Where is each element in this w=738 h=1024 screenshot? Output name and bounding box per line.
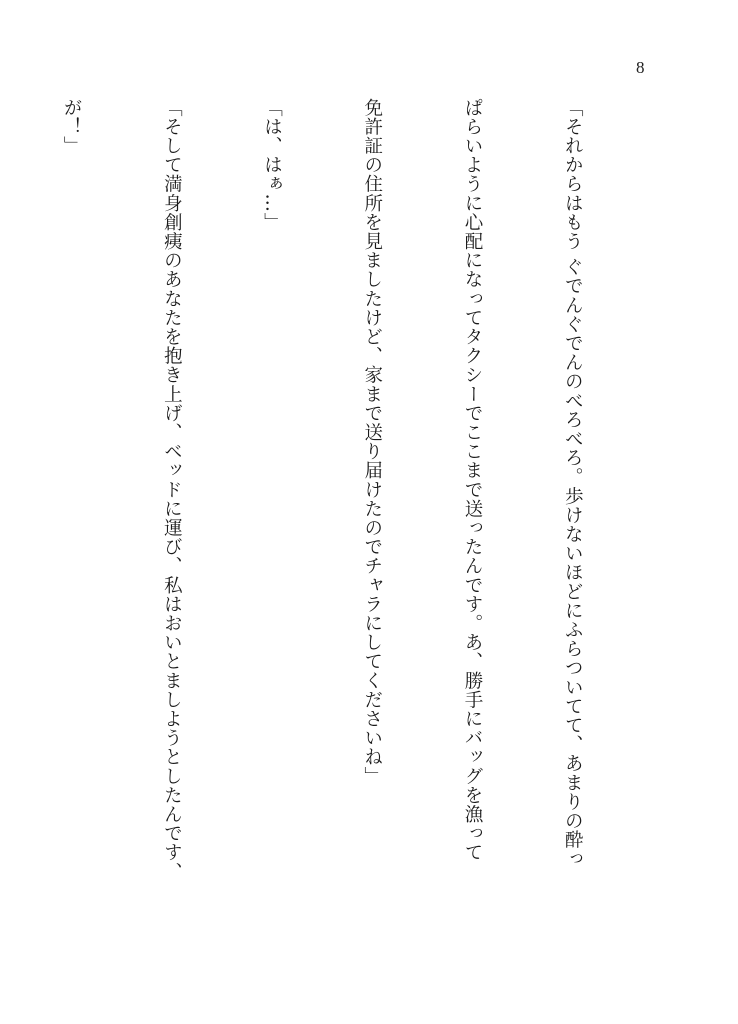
text-line: 「は、はぁ…」 [261, 98, 283, 232]
vertical-body-text [0, 98, 656, 938]
text-line: 「それからはもう ぐでんぐでんのべろべろ。歩けないほどにふらついてて、あまりの酔っ [562, 98, 584, 869]
text-line: 免許証の住所を見ましたけど、家まで送り届けたのでチャラにしてくださいね」 [361, 98, 383, 786]
text-line: ぱらいように心配になってタクシーでここまで送ったんです。あ、勝手にバッグを漁って [461, 98, 483, 862]
page-number: 8 [636, 58, 645, 77]
text-line: 「そして満身創痍のあなたを抱き上げ、ベッドに運び、私はおいとましようとしたんです、 [161, 98, 183, 882]
text-line: が！」 [61, 98, 83, 156]
